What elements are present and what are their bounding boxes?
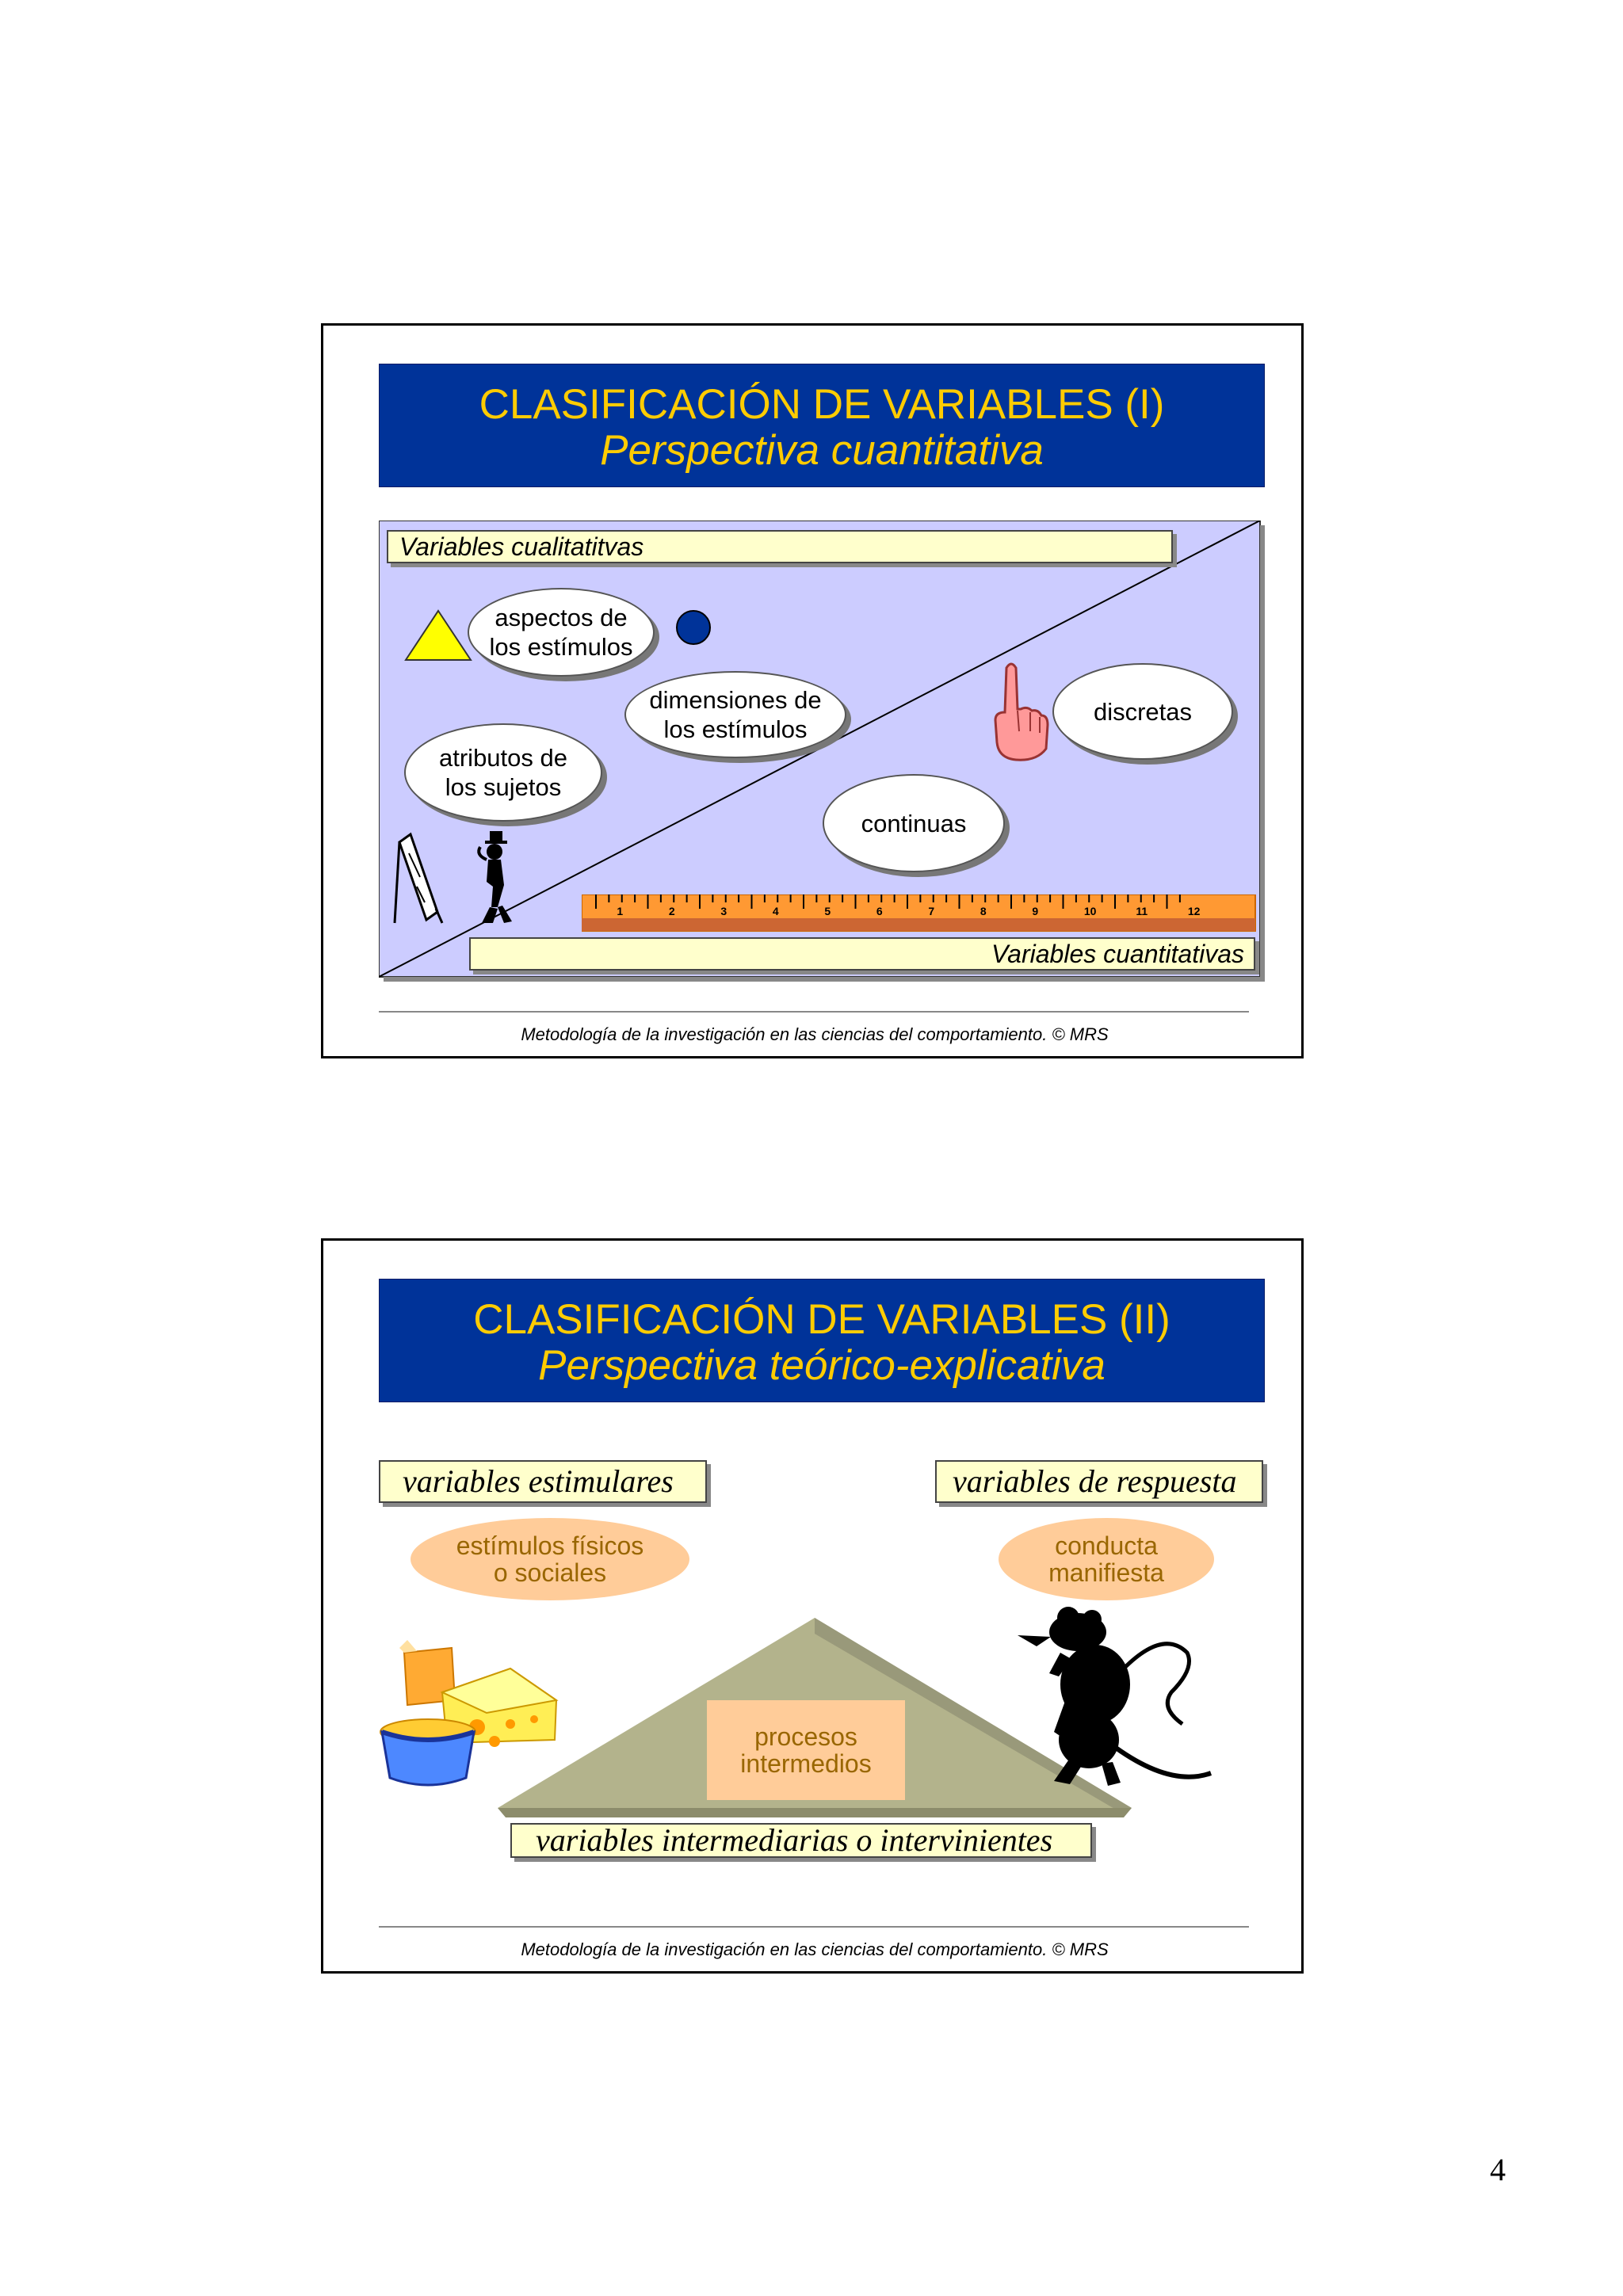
cheese-icon [376, 1637, 566, 1795]
ruler-number: 1 [617, 905, 624, 917]
page-number: 4 [1490, 2152, 1506, 2187]
bubble-continuous-text: continuas [861, 809, 967, 837]
circle-icon [674, 608, 713, 647]
bubble-attributes-text: atributos de los sujetos [439, 744, 567, 801]
hand-icon [989, 660, 1052, 763]
bubble-aspects [468, 588, 655, 677]
ruler-number: 9 [1032, 905, 1039, 917]
slide-2-title-box [379, 1279, 1265, 1402]
response-variables-label [935, 1460, 1263, 1503]
qualitative-variables-label [387, 530, 1173, 563]
intermediate-variables-text: variables intermediarias o intervinientes [536, 1822, 1053, 1858]
intermediate-variables-label [510, 1823, 1092, 1858]
ruler-number: 4 [772, 905, 779, 917]
rat-icon [1013, 1605, 1235, 1795]
slide-1-subtitle: Perspectiva cuantitativa [600, 427, 1044, 474]
intermediate-processes-box [707, 1700, 905, 1800]
slide-1-title: CLASIFICACIÓN DE VARIABLES (I) [479, 381, 1165, 428]
ruler-number: 3 [720, 905, 727, 917]
ruler-number: 8 [980, 905, 987, 917]
ruler-number: 11 [1136, 905, 1148, 917]
bubble-attributes [404, 723, 602, 822]
quantitative-variables-text: Variables cuantitativas [991, 940, 1244, 968]
ruler [582, 894, 1263, 934]
quantitative-diagram [379, 521, 1265, 982]
slide-2-subtitle: Perspectiva teórico-explicativa [538, 1342, 1106, 1389]
qualitative-variables-text: Variables cualitatitvas [399, 532, 644, 561]
bubble-discrete-text: discretas [1093, 697, 1193, 726]
slide-2-title: CLASIFICACIÓN DE VARIABLES (II) [473, 1296, 1170, 1343]
bubble-continuous [823, 774, 1005, 872]
stimulus-example [411, 1518, 689, 1600]
response-variables-text: variables de respuesta [953, 1463, 1237, 1499]
ruler-number: 10 [1083, 905, 1097, 917]
stimulus-example-text: estímulos físicos o sociales [456, 1531, 644, 1587]
slide-2 [321, 1238, 1304, 1974]
ruler-number: 7 [928, 905, 935, 917]
bubble-dimensions-text: dimensiones de los estímulos [649, 686, 822, 743]
slide-2-footer-divider [379, 1926, 1249, 1928]
response-example-text: conducta manifiesta [1048, 1531, 1164, 1587]
slide-1-title-box [379, 364, 1265, 487]
mirror-figure-icon [393, 830, 520, 933]
ruler-number: 6 [876, 905, 883, 917]
slide-1-footer-divider [379, 1011, 1249, 1013]
ruler-number: 2 [668, 905, 675, 917]
ruler-number: 5 [824, 905, 831, 917]
response-example [999, 1518, 1214, 1600]
slide-1 [321, 323, 1304, 1058]
stimulus-variables-text: variables estimulares [403, 1463, 674, 1499]
bubble-dimensions [624, 671, 846, 758]
bubble-discrete [1052, 663, 1233, 760]
slide-1-footer: Metodología de la investigación en las ciencias del comportamiento. © MRS [521, 1024, 1109, 1044]
triangle-icon [403, 608, 474, 663]
bubble-aspects-text: aspectos de los estímulos [489, 604, 633, 661]
quantitative-variables-label [469, 937, 1255, 971]
intermediate-processes-text: procesos intermedios [740, 1722, 872, 1778]
ruler-number: 12 [1187, 905, 1201, 917]
stimulus-variables-label [379, 1460, 707, 1503]
slide-2-footer: Metodología de la investigación en las ciencias del comportamiento. © MRS [521, 1939, 1109, 1959]
